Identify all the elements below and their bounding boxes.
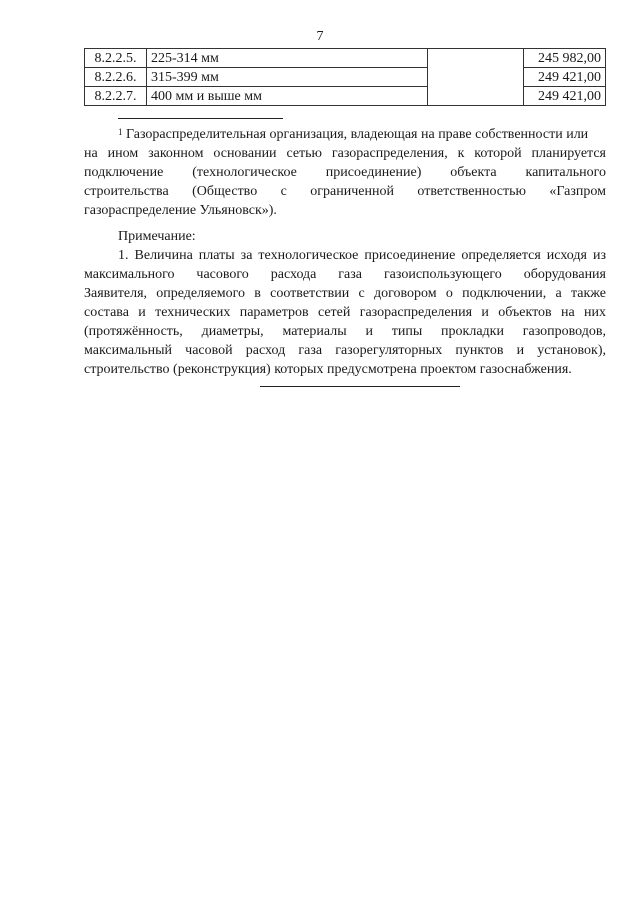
row-price: 249 421,00: [524, 87, 606, 106]
note-line: максимального часового расхода газа газоиспользующего оборудования: [84, 267, 606, 282]
row-price: 245 982,00: [524, 49, 606, 68]
note-line: (протяжённость, диаметры, материалы и типы прокладки газопроводов,: [84, 324, 606, 339]
footnote-marker: 1: [118, 127, 123, 137]
row-code: 8.2.2.5.: [85, 49, 147, 68]
note-line: максимальный часовой расход газа газорегуляторных пунктов и установок),: [84, 343, 606, 358]
note-line: состава и технических параметров сетей газораспределения и объектов на них: [84, 305, 606, 320]
row-range: 225-314 мм: [147, 49, 428, 68]
row-range: 400 мм и выше мм: [147, 87, 428, 106]
note-line: 1. Величина платы за технологическое присоединение определяется исходя из: [118, 248, 606, 263]
footnote-line: на ином законном основании сетью газораспределения, к которой планируется: [84, 146, 606, 161]
note-line: строительство (реконструкция) которых предусмотрена проектом газоснабжения.: [84, 362, 572, 377]
page-number: 7: [316, 29, 324, 44]
footnote-separator: [118, 118, 283, 119]
footnote-line: подключение (технологическое присоединение) объекта капитального: [84, 165, 606, 180]
end-separator: [260, 386, 460, 387]
row-code: 8.2.2.6.: [85, 68, 147, 87]
tariff-table: [84, 48, 606, 106]
footnote-line: строительства (Общество с ограниченной ответственностью «Газпром: [84, 184, 606, 199]
table-row: [85, 87, 606, 106]
table-row: [85, 49, 606, 68]
note-heading: Примечание:: [118, 229, 196, 244]
footnote-line: $^1$ Газораспределительная организация, владеющая на праве собственности или: [118, 127, 589, 142]
footnote-line: газораспределение Ульяновск»).: [84, 203, 277, 218]
note-line: Заявителя, определяемого в соответствии с договором о подключении, а также: [84, 286, 606, 301]
row-range: 315-399 мм: [147, 68, 428, 87]
merged-empty-cell: [428, 49, 524, 106]
table-row: [85, 68, 606, 87]
row-code: 8.2.2.7.: [85, 87, 147, 106]
row-price: 249 421,00: [524, 68, 606, 87]
